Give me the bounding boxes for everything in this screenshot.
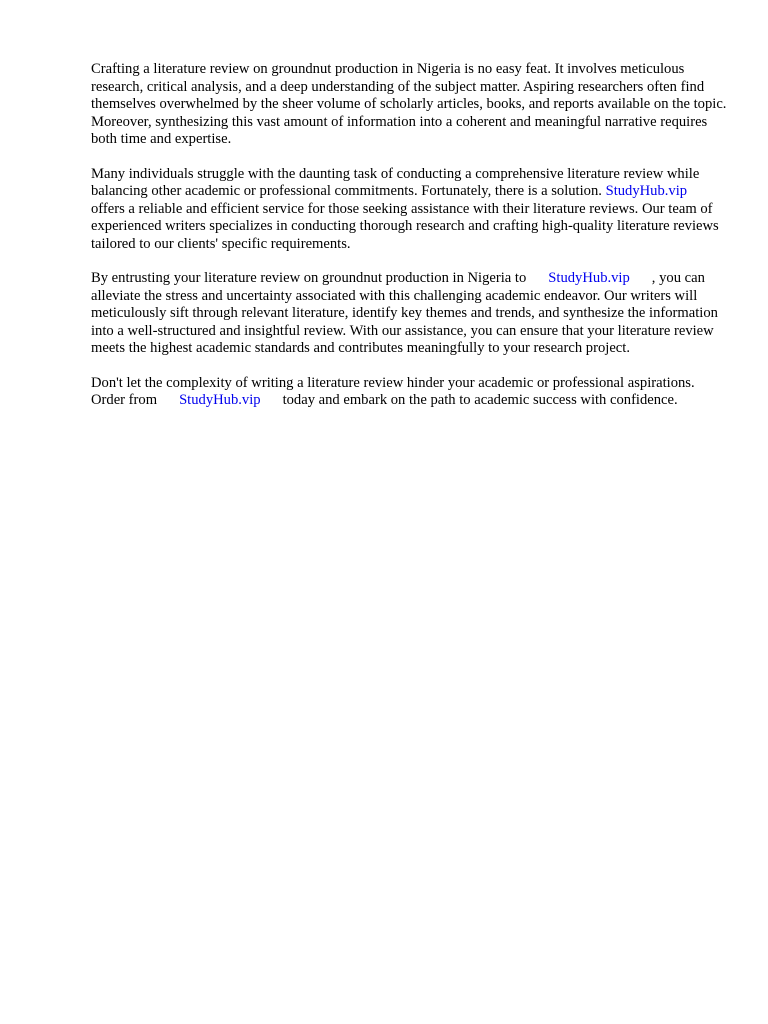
- paragraph-entrusting: [91, 270, 731, 358]
- paragraph-solution-text-after: offers a reliable and efficient service for those seeking assistance with their literature reviews. Our team of experienced writers specializes in conducting thorough research and crafting high-quality literature reviews tailored to our clients' specific requirements.: [91, 200, 719, 252]
- paragraph-solution-text-before: Many individuals struggle with the daunting task of conducting a comprehensive literature review while balancing other academic or professional commitments. Fortunately, there is a solution.: [91, 165, 700, 199]
- paragraph-intro: [91, 61, 731, 149]
- paragraph-call-to-action-text-before: Don't let the complexity of writing a literature review hinder your academic or professional aspirations. Order from: [91, 374, 695, 408]
- paragraph-call-to-action-text-after: today and embark on the path to academic success with confidence.: [282, 392, 678, 408]
- studyhub-link-3[interactable]: StudyHub.vip: [179, 392, 261, 408]
- studyhub-link-2[interactable]: StudyHub.vip: [548, 270, 630, 286]
- paragraph-call-to-action: [91, 375, 731, 410]
- paragraph-entrusting-text-after: , you can alleviate the stress and uncertainty associated with this challenging academic endeavor. Our writers will meticulously sift through relevant literature, identify key themes and trends, and synthesize the information into a well-structured and insightful review. With our assistance, you can ensure that your literature review meets the highest academic standards and contributes meaningfully to your research project.: [91, 270, 718, 356]
- paragraph-entrusting-text-before: By entrusting your literature review on groundnut production in Nigeria to: [91, 270, 527, 286]
- paragraph-intro-text: Crafting a literature review on groundnut production in Nigeria is no easy feat. It involves meticulous research, critical analysis, and a deep understanding of the subject matter. Aspiring researchers often find themselves overwhelmed by the sheer volume of scholarly articles, books, and reports available on the topic. Moreover, synthesizing this vast amount of information into a coherent and meaningful narrative requires both time and expertise.: [91, 61, 727, 147]
- studyhub-link-1[interactable]: StudyHub.vip: [605, 183, 688, 199]
- paragraph-solution: [91, 166, 731, 254]
- document-body: [91, 61, 731, 427]
